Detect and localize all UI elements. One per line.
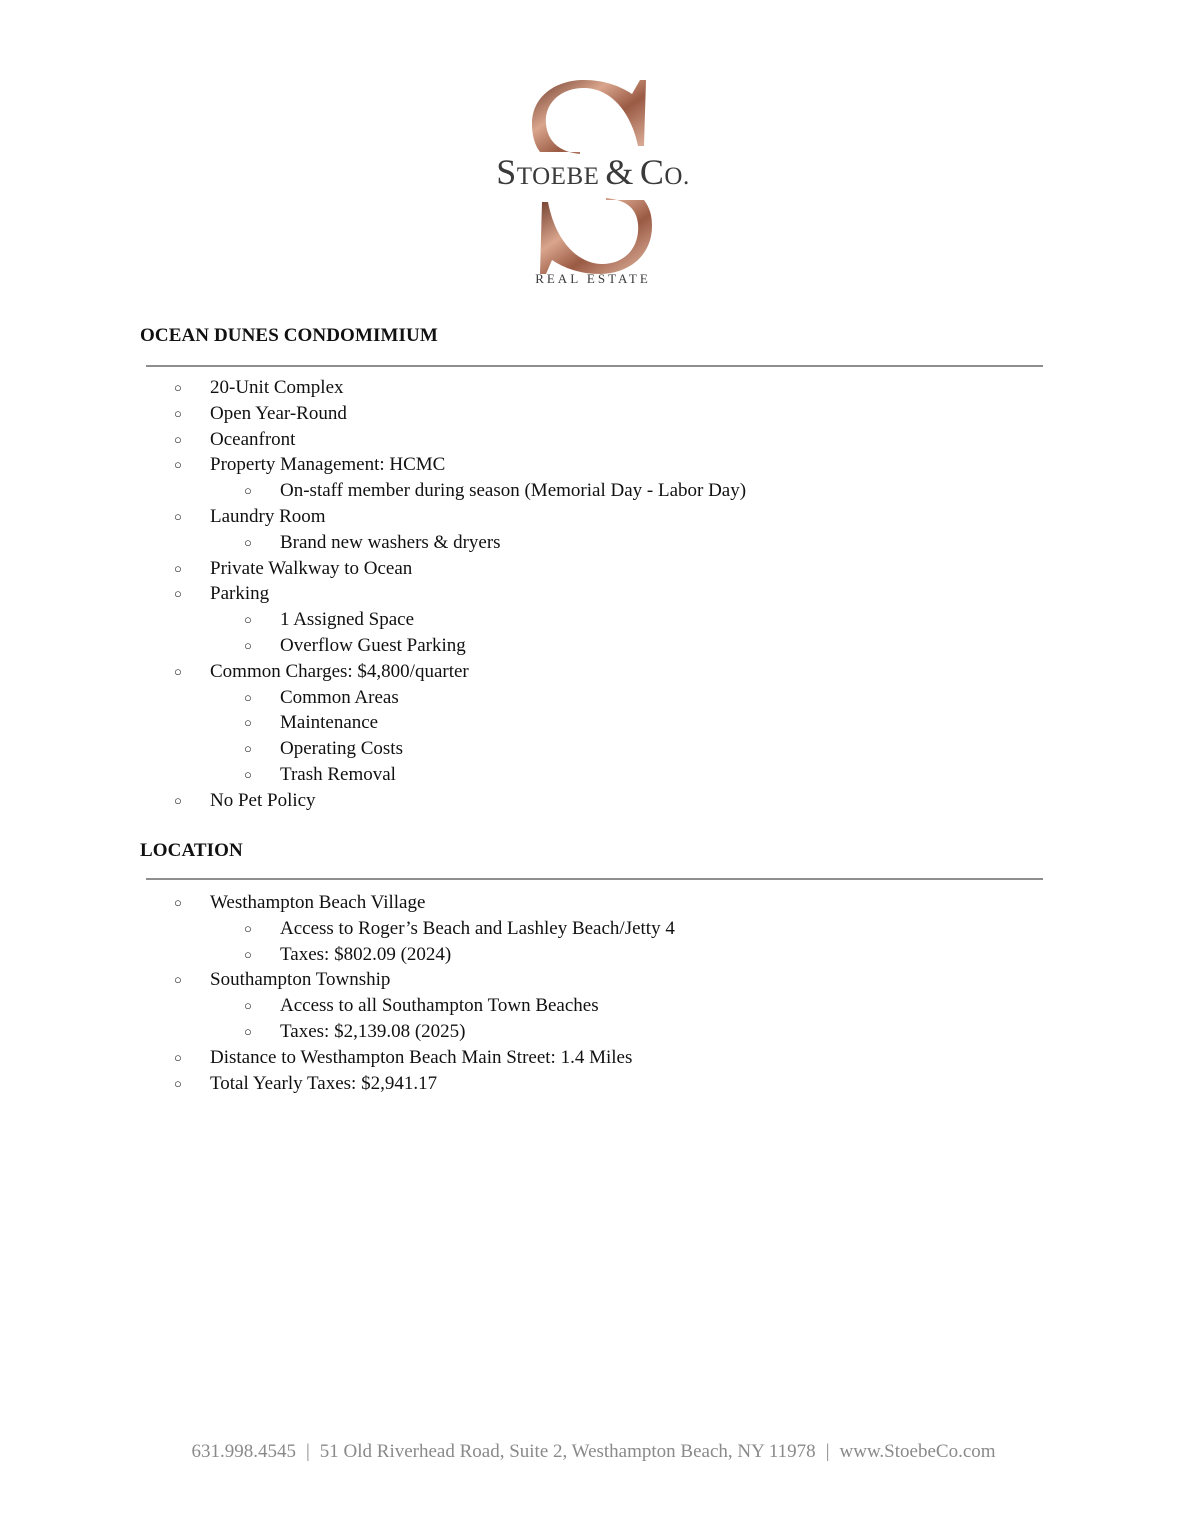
list-item bbox=[140, 890, 1043, 916]
bullet-circle-icon: ○ bbox=[244, 612, 252, 628]
list-item-text: Laundry Room bbox=[210, 505, 326, 527]
bullet-circle-icon: ○ bbox=[244, 534, 252, 550]
list-item-text: Westhampton Beach Village bbox=[210, 892, 426, 913]
bullet-circle-icon: ○ bbox=[174, 792, 182, 808]
list-item-text: Common Areas bbox=[280, 686, 399, 708]
footer-separator: | bbox=[825, 1441, 830, 1462]
list-item bbox=[140, 942, 1043, 968]
list-item bbox=[140, 916, 1043, 942]
list-item-text: 1 Assigned Space bbox=[280, 609, 415, 631]
list-item-text: No Pet Policy bbox=[210, 789, 316, 811]
stylized-s-monogram-icon bbox=[480, 74, 706, 294]
company-logo bbox=[480, 74, 706, 294]
list-item bbox=[140, 607, 1043, 633]
bullet-circle-icon: ○ bbox=[244, 946, 252, 962]
footer-separator: | bbox=[305, 1441, 310, 1462]
bullet-circle-icon: ○ bbox=[174, 405, 182, 421]
list-item-text: Trash Removal bbox=[280, 763, 396, 785]
bullet-circle-icon: ○ bbox=[244, 998, 252, 1014]
list-item-text: On-staff member during season (Memorial Day - Labor Day) bbox=[280, 480, 747, 502]
bullet-circle-icon: ○ bbox=[174, 1075, 182, 1091]
bullet-circle-icon: ○ bbox=[244, 483, 252, 499]
bullet-circle-icon: ○ bbox=[244, 766, 252, 782]
list-item bbox=[140, 710, 1043, 736]
list-item bbox=[140, 556, 1043, 582]
list-item-text: Access to Roger’s Beach and Lashley Beach/Jetty 4 bbox=[280, 917, 675, 939]
list-item bbox=[140, 401, 1043, 427]
list-item bbox=[140, 633, 1043, 659]
logo-wordmark: STOEBE & CO. bbox=[496, 152, 690, 192]
bullet-circle-icon: ○ bbox=[174, 560, 182, 576]
bullet-circle-icon: ○ bbox=[244, 637, 252, 653]
bullet-circle-icon: ○ bbox=[244, 689, 252, 705]
section-divider bbox=[146, 878, 1043, 880]
list-item bbox=[140, 659, 1043, 685]
bullet-circle-icon: ○ bbox=[244, 1023, 252, 1039]
list-item bbox=[140, 685, 1043, 711]
footer-phone: 631.998.4545 bbox=[191, 1441, 296, 1462]
list-item-text: Taxes: $802.09 (2024) bbox=[280, 943, 452, 965]
list-item-text: Open Year-Round bbox=[210, 402, 347, 424]
list-item-text: Taxes: $2,139.08 (2025) bbox=[280, 1020, 466, 1042]
list-item-text: 20-Unit Complex bbox=[210, 377, 344, 398]
bullet-circle-icon: ○ bbox=[244, 715, 252, 731]
list-item bbox=[140, 736, 1043, 762]
bullet-circle-icon: ○ bbox=[244, 920, 252, 936]
list-item bbox=[140, 762, 1043, 788]
bullet-circle-icon: ○ bbox=[174, 380, 182, 395]
ocean-dunes-section bbox=[140, 325, 1043, 811]
list-item bbox=[140, 967, 1043, 993]
list-item-text: Maintenance bbox=[280, 712, 379, 734]
bullet-circle-icon: ○ bbox=[174, 431, 182, 447]
list-item-text: Southampton Township bbox=[210, 969, 391, 991]
list-item bbox=[140, 452, 1043, 478]
feature-list bbox=[140, 375, 1043, 814]
list-item bbox=[140, 427, 1043, 453]
list-item-text: Access to all Southampton Town Beaches bbox=[280, 995, 599, 1017]
list-item-text: Operating Costs bbox=[280, 738, 403, 760]
list-item-text: Property Management: HCMC bbox=[210, 454, 446, 476]
list-item-text: Overflow Guest Parking bbox=[280, 634, 466, 656]
logo-tagline: REAL ESTATE bbox=[535, 271, 651, 286]
bullet-circle-icon: ○ bbox=[174, 663, 182, 679]
bullet-circle-icon: ○ bbox=[174, 457, 182, 473]
list-item-text: Parking bbox=[210, 583, 270, 605]
list-item bbox=[140, 1071, 1043, 1097]
list-item bbox=[140, 993, 1043, 1019]
list-item-text: Oceanfront bbox=[210, 428, 296, 450]
bullet-circle-icon: ○ bbox=[174, 1049, 182, 1065]
bullet-circle-icon: ○ bbox=[174, 972, 182, 988]
footer-website: www.StoebeCo.com bbox=[839, 1441, 996, 1462]
bullet-circle-icon: ○ bbox=[174, 895, 182, 910]
list-item-text: Distance to Westhampton Beach Main Street: 1.4 Miles bbox=[210, 1046, 633, 1068]
location-list bbox=[140, 890, 1043, 1096]
list-item bbox=[140, 504, 1043, 530]
footer-address: 51 Old Riverhead Road, Suite 2, Westhampton Beach, NY 11978 bbox=[319, 1441, 816, 1462]
list-item-text: Private Walkway to Ocean bbox=[210, 557, 413, 579]
list-item-text: Total Yearly Taxes: $2,941.17 bbox=[210, 1072, 438, 1094]
list-item-text: Common Charges: $4,800/quarter bbox=[210, 660, 469, 682]
bullet-circle-icon: ○ bbox=[174, 508, 182, 524]
list-item bbox=[140, 788, 1043, 814]
list-item bbox=[140, 1045, 1043, 1071]
section-title: LOCATION bbox=[140, 840, 243, 861]
list-item bbox=[140, 1019, 1043, 1045]
bullet-circle-icon: ○ bbox=[174, 586, 182, 602]
page-footer bbox=[0, 1440, 1187, 1464]
section-divider bbox=[146, 365, 1043, 367]
bullet-circle-icon: ○ bbox=[244, 741, 252, 757]
list-item bbox=[140, 581, 1043, 607]
list-item bbox=[140, 530, 1043, 556]
list-item bbox=[140, 478, 1043, 504]
list-item-text: Brand new washers & dryers bbox=[280, 531, 501, 553]
list-item bbox=[140, 375, 1043, 401]
location-section bbox=[140, 840, 1043, 1094]
section-title: OCEAN DUNES CONDOMIMIUM bbox=[140, 325, 438, 346]
